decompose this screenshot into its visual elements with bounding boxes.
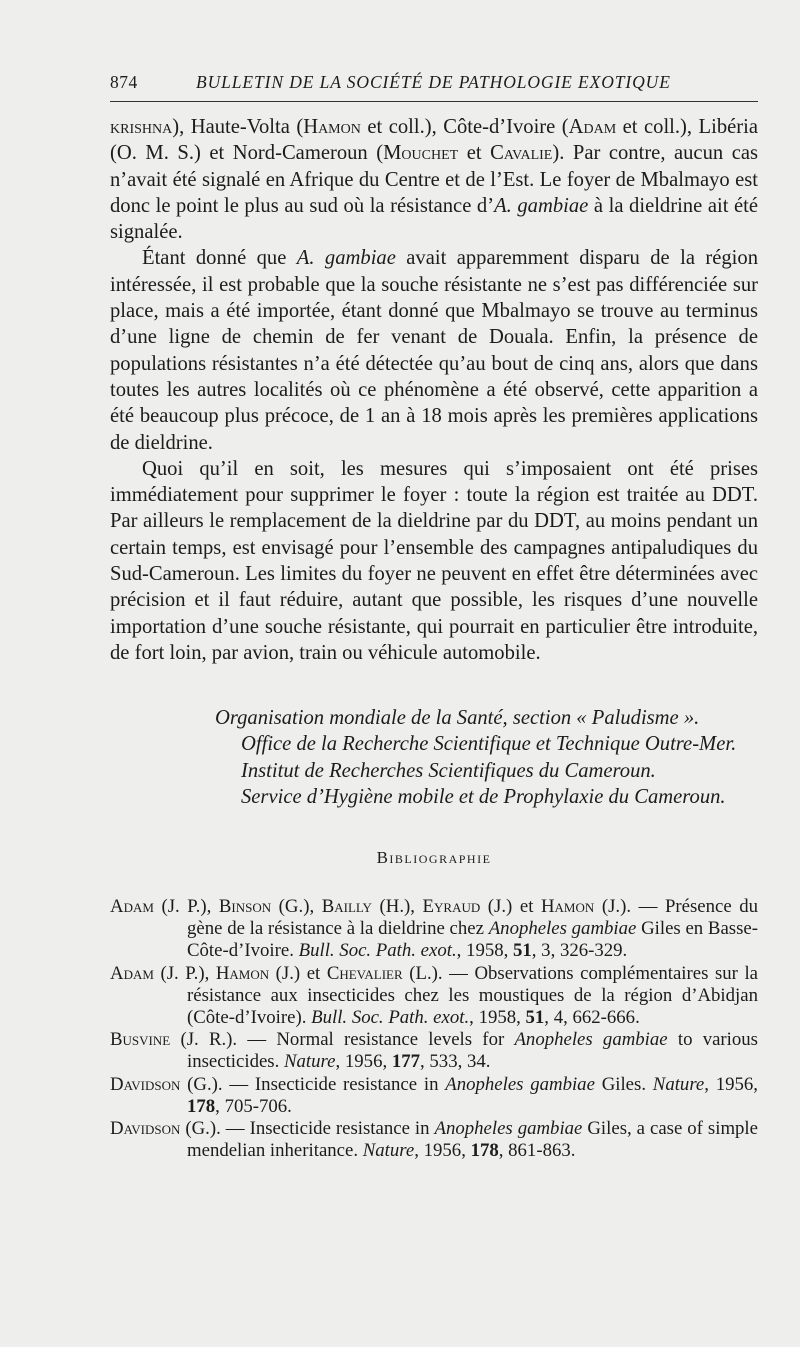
text-run: à la dieldrine ait été signalée. — [110, 194, 758, 244]
author-name: Mouchet — [383, 142, 459, 165]
species-name: A. gambiae — [296, 247, 396, 270]
text-run: avait apparemment disparu de la région intéressée, il est probable que la souche résistante ne s’est pas différenciée sur place, mais a été importée, étant donné que Mbalmayo se trouve au terminus d’une ligne de chemin de fer venant de Douala. Enfin, la présence de populations résistantes n’a été détectée qu’au bout de cinq ans, alors que dans toutes les autres localités où ce phénomène a été observé, cette apparition a été beaucoup plus précoce, de 1 an à 18 mois après les premières applications de dieldrine. — [110, 247, 758, 454]
journal-title: BULLETIN DE LA SOCIÉTÉ DE PATHOLOGIE EXOTIQUE — [196, 72, 671, 92]
header-rule — [110, 101, 758, 102]
author-name: Busvine — [110, 1029, 171, 1051]
text-run: , 705-706. — [215, 1095, 292, 1117]
author-name: Adam — [110, 896, 154, 917]
text-run: (G.). — Insecticide resistance in — [180, 1118, 435, 1140]
author-name: Hamon — [215, 962, 270, 984]
author-name: krishna — [110, 116, 173, 138]
text-run: to various insecticides. — [187, 1029, 758, 1073]
text-run: (J. R.). — Normal resistance levels for — [170, 1029, 515, 1051]
author-name: Binson — [218, 896, 272, 917]
author-name: Adam — [568, 116, 617, 138]
text-run: (J.). — Présence du gène de la résistance à la dieldrine chez — [187, 896, 759, 940]
text-run: et — [458, 142, 491, 165]
text-run: , 1956, — [335, 1051, 392, 1073]
author-name: Davidson — [110, 1073, 181, 1095]
text-run: et coll.), Libéria (O. M. S.) et Nord-Cameroun ( — [110, 116, 758, 165]
author-name: Hamon — [303, 116, 361, 138]
volume-number: 178 — [187, 1095, 216, 1117]
affiliation-line: Service d’Hygiène mobile et de Prophylaxie du Cameroun. — [241, 785, 726, 808]
text-run: Giles, a case of simple mendelian inheritance. — [187, 1118, 758, 1162]
bibliography-entry — [110, 963, 758, 1030]
text-run: , 861-863. — [498, 1140, 576, 1162]
page-number: 874 — [110, 72, 138, 92]
volume-number: 51 — [525, 1007, 545, 1029]
text-run: (J. P.), — [153, 896, 219, 917]
text-run: , 1958, — [469, 1007, 526, 1029]
bibliography-entry — [110, 1074, 758, 1118]
text-run: , 1956, — [414, 1140, 471, 1162]
volume-number: 51 — [513, 940, 532, 962]
bibliography-entry — [110, 1029, 758, 1073]
affiliation-line: Office de la Recherche Scientifique et Technique Outre-Mer. Institut de Recherches Scientifiques du Cameroun. — [241, 733, 737, 782]
text-run: , 1956, — [704, 1073, 758, 1095]
species-name: Anopheles gambiae — [488, 918, 637, 940]
bibliography-entry — [110, 1118, 758, 1162]
author-affiliation — [215, 705, 760, 810]
text-run: (G.). — Insecticide resistance in — [180, 1073, 446, 1095]
author-name: Hamon — [540, 896, 595, 917]
species-name: Anopheles gambiae — [434, 1118, 583, 1140]
text-run: (G.), — [271, 896, 322, 917]
species-name: Anopheles gambiae — [514, 1029, 668, 1051]
journal-name: Bull. Soc. Path. exot. — [298, 940, 457, 962]
text-run: (J.) et — [269, 962, 327, 984]
paragraph-2 — [110, 245, 758, 455]
volume-number: 178 — [470, 1140, 499, 1162]
text-run: , 1958, — [456, 940, 513, 962]
text-run: (J.) et — [480, 896, 541, 917]
paragraph-3: Quoi qu’il en soit, les mesures qui s’imposaient ont été prises immédiatement pour supprimer le foyer : toute la région est traitée au DDT. Par ailleurs le remplacement de la dieldrine par du DDT, au moins pendant un certain temps, est envisagé pour l’ensemble des campagnes antipaludiques du Sud-Cameroun. Les limites du foyer ne peuvent en effet être déterminées avec précision et il faut réduire, autant que possible, les risques d’une nouvelle importation d’une souche résistante, qui pourrait en particulier être introduite, de fort loin, par avion, train ou véhicule automobile. — [110, 457, 758, 664]
journal-name: Nature — [284, 1051, 336, 1073]
text-run: , 533, 34. — [420, 1051, 491, 1073]
bibliography-entry — [110, 896, 758, 963]
author-name: Bailly — [321, 896, 372, 917]
affiliation-line: Organisation mondiale de la Santé, section « Paludisme ». — [215, 707, 700, 729]
journal-name: Nature — [362, 1140, 415, 1162]
bibliography-list — [110, 896, 758, 1162]
author-name: Adam — [110, 962, 154, 984]
text-run: (L.). — Observations complémentaires sur la résistance aux insecticides chez les moustiques de la région d’Abidjan (Côte-d’Ivoire). — [187, 962, 758, 1029]
text-run: (H.), — [371, 896, 423, 917]
body-text — [110, 114, 758, 666]
text-run: Étant donné que — [142, 247, 297, 270]
text-run: (J. P.), — [153, 962, 216, 984]
text-run: , 4, 662-666. — [544, 1007, 640, 1029]
text-run: Giles en Basse-Côte-d’Ivoire. — [187, 918, 759, 962]
running-header — [110, 72, 758, 93]
author-name: Chevalier — [326, 962, 403, 984]
text-run: , 3, 326-329. — [531, 940, 628, 962]
text-run: ). Par contre, aucun cas n’avait été signalé en Afrique du Centre et de l’Est. Le foyer de Mbalmayo est donc le point le plus au sud où la résistance d’ — [110, 142, 758, 217]
journal-name: Bull. Soc. Path. exot. — [311, 1007, 470, 1029]
author-name: Eyraud — [422, 896, 481, 917]
species-name: Anopheles gambiae — [445, 1073, 595, 1095]
journal-name: Nature — [652, 1073, 705, 1095]
paragraph-1 — [110, 114, 758, 245]
author-name: Cavalie — [490, 142, 553, 165]
author-name: Davidson — [110, 1118, 181, 1140]
species-name: A. gambiae — [494, 194, 589, 217]
text-run: ), Haute-Volta ( — [172, 116, 304, 138]
text-run: et coll.), Côte-d’Ivoire ( — [360, 116, 569, 138]
text-run: Giles. — [594, 1073, 653, 1095]
volume-number: 177 — [391, 1051, 421, 1073]
bibliography-heading: Bibliographie — [376, 848, 492, 867]
